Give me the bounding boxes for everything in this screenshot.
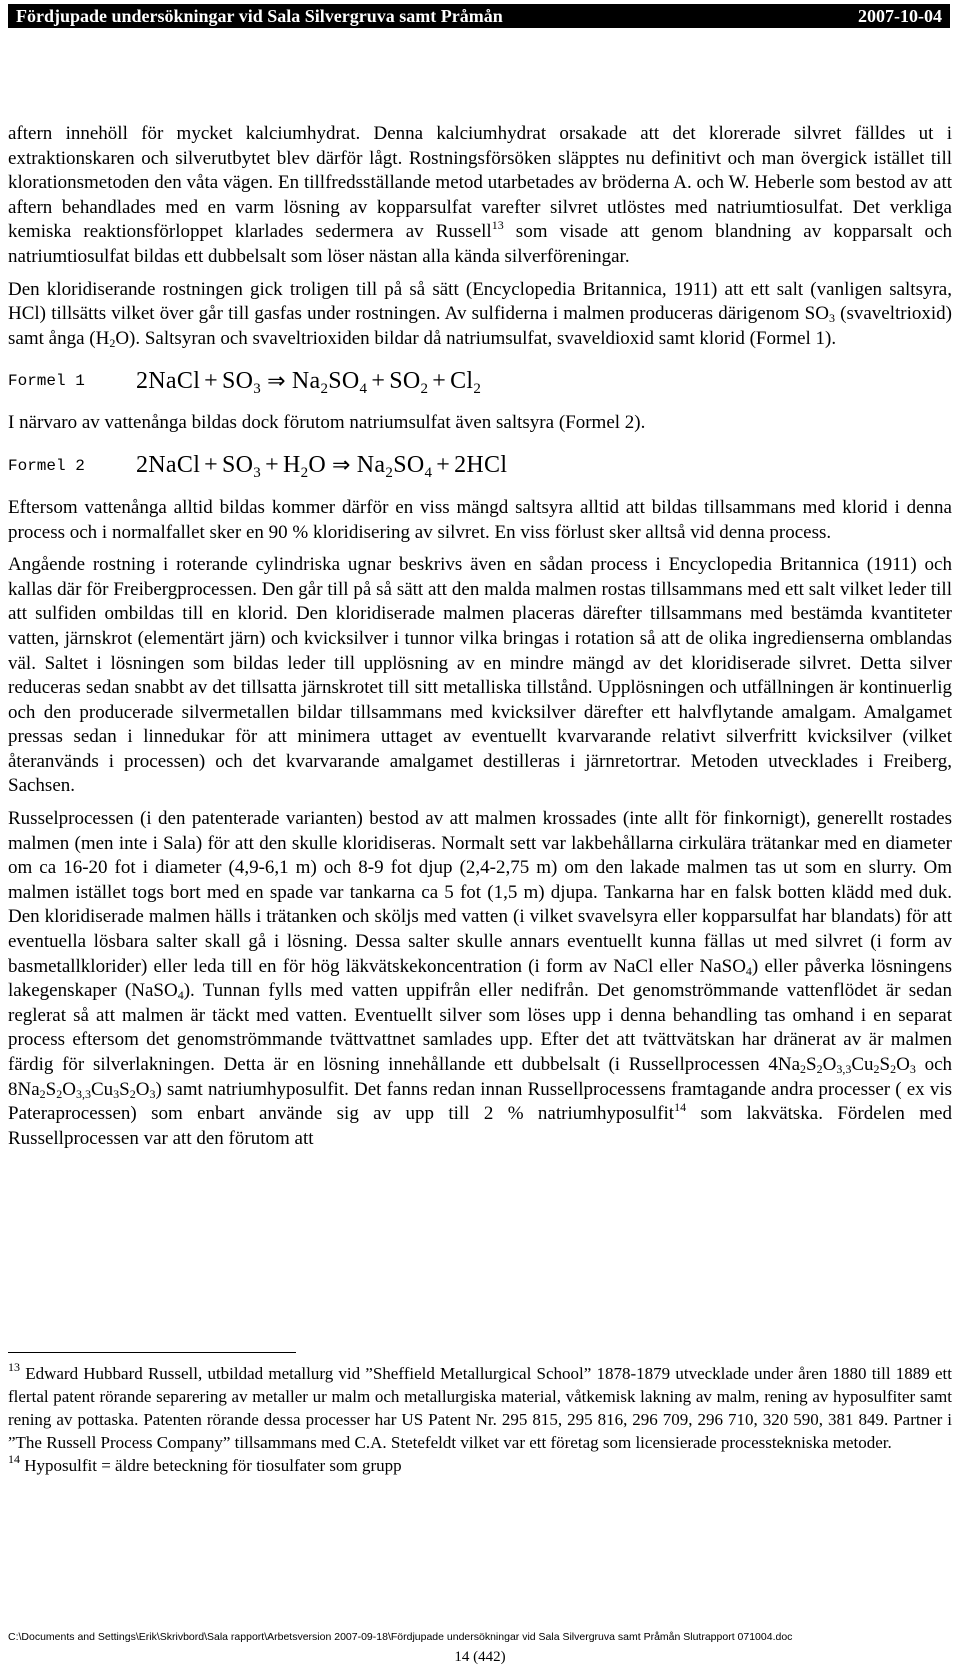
- formula-2: [8, 444, 952, 488]
- subscript: 2: [385, 465, 394, 482]
- subscript: 2: [873, 1062, 880, 1076]
- footnote-text: Hyposulfit = äldre beteckning för tiosulfater som grupp: [20, 1456, 402, 1475]
- footnotes: [8, 1362, 952, 1477]
- formula-label: Formel 1: [8, 372, 85, 391]
- subscript: 2: [320, 380, 329, 397]
- term: SO: [328, 367, 360, 394]
- text: Den kloridiserande rostningen gick troligen till på så sätt (Encyclopedia Britannica, 1911) att ett salt (vanligen saltsyra, HCl) tillsätts vilket över går till gasfas under rostningen. Av sulfiderna i malmen produceras därigenom SO: [8, 278, 952, 325]
- paragraph-6: [8, 807, 952, 1151]
- term: O: [308, 452, 327, 479]
- subscript: 3: [909, 1062, 916, 1076]
- text: Cu: [90, 1078, 114, 1100]
- subscript: 3,3: [75, 1086, 91, 1101]
- formula-expression: [136, 368, 481, 395]
- text: O: [822, 1054, 837, 1075]
- header-title: Fördjupade undersökningar vid Sala Silvergruva samt Pråmån: [16, 5, 503, 26]
- term: SO: [393, 452, 425, 479]
- text: ). Tunnan fylls med vatten uppifrån eller nedifrån. Det genomströmmande vattenflödet är sedan reglerat så att malmen är täckt med vatten. Eventuellt silver som löses upp i denna behandling tas omhand i en separat process eftersom det genomströmmande tvättvattnet samlades upp. Efter det att tvättvätskan har dränerat av är malmen färdig för silverlakningen. Detta är en lösning innehållande ett dubbelsalt (i Russellprocessen 4Na: [8, 980, 952, 1075]
- text: O). Saltsyran och svaveltrioxiden bildar då natriumsulfat, svaveldioxid samt klorid (Formel 1).: [115, 327, 837, 349]
- operator: +: [204, 452, 219, 479]
- subscript: 4: [359, 380, 368, 397]
- paragraph-5: Angående rostning i roterande cylindriska ugnar beskrivs även en sådan process i Encyclopedia Britannica (1911) och kallas där för Freibergprocessen. Den går till på så sätt att den malda malmen rostas tillsammans med ett salt vilket leder till att sulfiden ombildas till en klorid. Den kloridiserade malmen placeras därefter tillsammans med bestämda kvantiteter vatten, järnskrot (elementärt järn) och kvicksilver i tunnor vilka bringas i rotation så att de olika ingredienserna omblandas väl. Saltet i lösningen som bildas leder till upplösning av en mindre mängd av det kloridiserade silvret. Detta silver reduceras sedan snabbt av det tillsatta järnskrotet till sitt metalliska tillstånd. Upplösningen och utfällningen är kontinuerlig och den producerade silvermetallen bildar tillsammans med kvicksilver därefter ett halvflytande amalgam. Amalgamet pressas sedan i linnedukar för att minimera uttaget av eventuellt kvarvarande relativt silverfritt kvicksilver (vilket återanvänds i processen) och det kvarvarande amalgamet destilleras i järnretortrar. Metoden utvecklades i Freiberg, Sachsen.: [8, 554, 952, 797]
- subscript: 2: [56, 1086, 63, 1101]
- term: SO: [389, 367, 421, 394]
- operator: +: [265, 452, 279, 479]
- operator: +: [432, 367, 447, 394]
- subscript: 2: [800, 1062, 807, 1076]
- subscript: 2: [890, 1062, 897, 1076]
- text: S: [806, 1054, 817, 1075]
- file-path: C:\Documents and Settings\Erik\Skrivbord\Sala rapport\Arbetsversion 2007-09-18\Fördjupade undersökningar vid Sala Silvergruva samt Pråmån Slutrapport 071004.doc: [8, 1631, 793, 1643]
- implies-arrow-icon: ⇒: [267, 368, 286, 394]
- document-body: [8, 122, 952, 1159]
- text: S: [879, 1054, 891, 1075]
- formula-1: [8, 359, 952, 403]
- subscript: 3: [253, 465, 262, 482]
- footnote-ref-13[interactable]: 13: [491, 218, 504, 233]
- text: och 8Na: [8, 1054, 953, 1100]
- subscript: 2: [473, 380, 482, 397]
- paragraph-4: Eftersom vattenånga alltid bildas kommer därför en viss mängd saltsyra alltid att bildas tillsammans med klorid i denna process och i normalfallet sker en 90 % kloridisering av silvret. En viss förlust sker alltså vid denna process.: [8, 496, 952, 543]
- term: 2HCl: [454, 452, 508, 479]
- paragraph-2: [8, 278, 952, 352]
- subscript: 2: [816, 1062, 823, 1076]
- text: aftern innehöll för mycket kalciumhydrat. Denna kalciumhydrat orsakade att det klorerade silvret fälldes ut i extraktionskaren och silverutbytet blev därför lågt. Rostningsförsöken släpptes nu definitivt och man övergick istället till klorationsmetoden den våta vägen. En tillfredsställande metod utarbetades av bröderna A. och W. Heberle som bestod av att aftern behandlades med en varm lösning av kopparsulfat varefter silvret utlöstes med natriumtiosulfat. Det verkliga kemiska reaktionsförloppet klarlades sedermera av Russell: [8, 123, 952, 243]
- text: S: [119, 1078, 130, 1100]
- term: SO: [222, 452, 254, 479]
- text: O: [135, 1078, 150, 1100]
- footnote-text: Edward Hubbard Russell, utbildad metallurg vid ”Sheffield Metallurgical School” 1878-1879 utvecklade under åren 1880 till 1889 ett flertal patent rörande separering av metaller ur malm och metallurgiska material, våtkemisk lakning av malm, rening av hyposulfiter samt rening av pottaska. Patenten rörande dessa processer har US Patent Nr. 295 815, 295 816, 296 709, 296 710, 320 590, 381 849. Partner i ”The Russell Process Company” tillsammans med C.A. Stetefeldt vilket var ett företag som licensierade processtekniska metoder.: [8, 1364, 952, 1452]
- header-date: 2007-10-04: [858, 5, 942, 26]
- text: O: [62, 1078, 76, 1100]
- text: O: [896, 1054, 910, 1075]
- implies-arrow-icon: ⇒: [332, 453, 351, 479]
- term: Cl: [450, 367, 474, 394]
- footnote-separator: [8, 1352, 296, 1353]
- subscript: 4: [177, 988, 184, 1003]
- operator: +: [204, 367, 219, 394]
- text: Cu: [851, 1054, 874, 1075]
- subscript: 3: [253, 380, 262, 397]
- term: Na: [356, 452, 386, 479]
- paragraph-3: I närvaro av vattenånga bildas dock förutom natriumsulfat även saltsyra (Formel 2).: [8, 412, 646, 434]
- subscript: 2: [420, 380, 429, 397]
- operator: +: [371, 367, 386, 394]
- text: (svaveltrioxid) samt ånga (H: [8, 303, 952, 349]
- formula-expression: [136, 452, 508, 482]
- footnote-ref-14[interactable]: 14: [674, 1100, 687, 1115]
- subscript: 2: [300, 465, 309, 482]
- subscript: 4: [745, 963, 752, 978]
- text: som lakvätska. Fördelen med Russellprocessen var att den förutom att: [8, 1103, 952, 1149]
- text: S: [45, 1078, 57, 1100]
- term: 2NaCl: [136, 452, 201, 479]
- page-number: 14 (442): [454, 1649, 506, 1665]
- paragraph-1: [8, 122, 952, 270]
- subscript: 2: [109, 335, 116, 350]
- operator: +: [436, 452, 451, 479]
- term: SO: [222, 367, 254, 394]
- text: ) eller påverka lösningens lakegenskaper (NaSO: [8, 955, 952, 1002]
- subscript: 2: [39, 1086, 46, 1101]
- subscript: 4: [424, 465, 433, 482]
- term: Na: [291, 367, 321, 394]
- text: ) samt natriumhyposulfit. Det fanns redan innan Russellprocessens framtagande andra processer ( ex vis Pateraprocessen) som enbart använde sig av upp till 2 % natriumhyposulfit: [8, 1078, 952, 1125]
- subscript: 3,3: [836, 1062, 852, 1076]
- text: Russelprocessen (i den patenterade varianten) bestod av att malmen krossades (inte allt för finkornigt), generellt rostades malmen (men inte i Sala) för att den skulle kloridiseras. Normalt sett var lakbehållarna cirkulära trätankar med en diameter om ca 16-20 fot i diameter (4,9-6,1 m) och 8-9 fot djup (2,4-2,75 m) om den lakade malmen tas ut som en slurry. Om malmen istället togs bort med en spade var tankarna ca 5 fot (1,5 m) djupa. Tankarna har en falsk botten klädd med duk. Den kloridiserade malmen hälls i trätanken och sköljs med vatten (i vilket svavelsyra eller kopparsulfat har blandats) för att eventuella lösbara salter skall gå i lösning. Dessa salter skulle annars eventuellt kunna fällas ut med silvret (i form av basmetallklorider) eller leda till en för hög läkvätskekoncentration (i form av NaCl eller NaSO: [8, 808, 952, 977]
- subscript: 2: [129, 1086, 136, 1101]
- subscript: 3: [113, 1086, 120, 1101]
- footnote-13: [8, 1362, 952, 1454]
- term: H: [282, 452, 301, 479]
- text: som visade att genom blandning av kopparsalt och natriumtiosulfat bildas ett dubbelsalt som löser nästan alla kända silverföreningar.: [8, 221, 952, 267]
- page-header: [8, 4, 950, 28]
- footnote-number: 13: [8, 1360, 20, 1374]
- subscript: 3: [828, 311, 835, 326]
- footnote-number: 14: [8, 1452, 20, 1466]
- formula-label: Formel 2: [8, 456, 85, 475]
- term: 2NaCl: [136, 367, 201, 394]
- subscript: 3: [149, 1086, 156, 1101]
- footnote-14: [8, 1454, 952, 1477]
